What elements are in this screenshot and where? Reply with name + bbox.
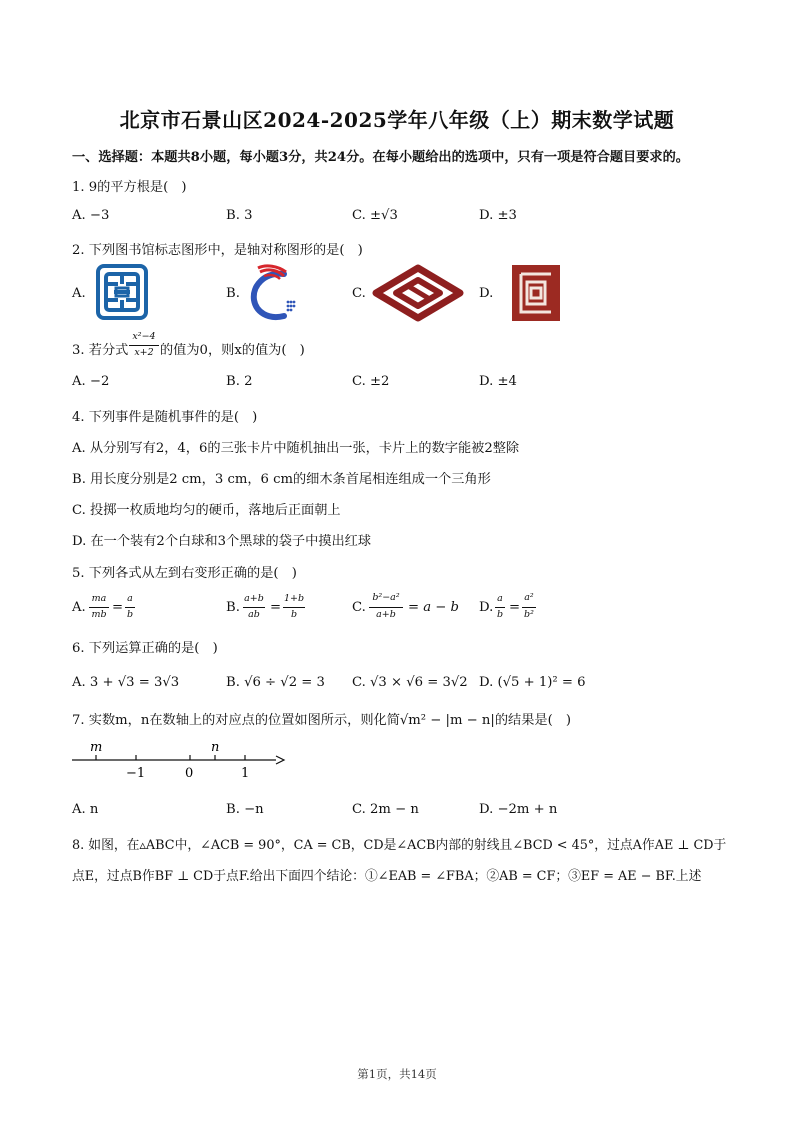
q5-b-den1: ab	[248, 609, 260, 620]
library-logo-d-icon	[511, 264, 561, 322]
label-m: m	[90, 740, 103, 755]
q3-fraction-numerator: x²−4	[132, 331, 156, 342]
q5-d-num1: a	[497, 593, 503, 604]
q1-option-d: D. ±3	[479, 208, 517, 223]
number-line-arrow	[276, 756, 284, 764]
label-1: 1	[241, 766, 250, 781]
q6-option-b: B. √6 ÷ √2 = 3	[226, 675, 325, 690]
library-logo-b-icon	[244, 262, 300, 324]
q3-option-b: B. 2	[226, 374, 253, 389]
question-2-stem: 2. 下列图书馆标志图形中，是轴对称图形的是( )	[72, 243, 363, 258]
library-logo-c-icon	[372, 264, 464, 322]
q7-option-a: A. n	[72, 802, 99, 817]
page-footer: 第1页，共14页	[357, 1067, 437, 1081]
q7-option-c: C. 2m − n	[352, 802, 419, 817]
q5-a-den1: mb	[91, 609, 107, 620]
q5-option-a-label: A.	[72, 600, 86, 615]
question-5-stem: 5. 下列各式从左到右变形正确的是( )	[72, 566, 297, 581]
q3-fraction-denominator: x+2	[134, 347, 154, 358]
q5-a-bar1	[89, 607, 109, 608]
library-logo-a-icon	[96, 264, 148, 320]
q3-fraction-bar	[129, 345, 159, 346]
q6-option-c: C. √3 × √6 = 3√2	[352, 675, 468, 690]
q5-a-den2: b	[126, 609, 134, 620]
q6-option-a: A. 3 + √3 = 3√3	[72, 675, 180, 690]
q5-b-num2: 1+b	[283, 593, 305, 604]
q5-a-equals: =	[112, 600, 124, 615]
section-heading: 一、选择题：本题共8小题，每小题3分，共24分。在每小题给出的选项中，只有一项是符合题目要求的。	[72, 150, 689, 165]
q5-c-den1: a+b	[376, 609, 396, 620]
question-6-stem: 6. 下列运算正确的是( )	[72, 641, 218, 656]
q5-a-num1: ma	[91, 593, 107, 604]
question-7-stem: 7. 实数m，n在数轴上的对应点的位置如图所示，则化简√m² − |m − n|的结果是( )	[72, 713, 572, 728]
q5-b-den2: b	[290, 609, 298, 620]
q5-d-den1: b	[496, 609, 504, 620]
q2-option-c: C.	[352, 286, 366, 301]
q5-b-num1: a+b	[244, 593, 264, 604]
q2-option-d: D.	[479, 286, 494, 301]
label-0: 0	[185, 766, 194, 781]
question-3-stem-prefix: 3. 若分式	[72, 343, 129, 358]
q7-option-d: D. −2m + n	[479, 802, 558, 817]
q5-c-rhs: = a − b	[408, 600, 459, 615]
question-8-line-2: 点E，过点B作BF ⊥ CD于点F.给出下面四个结论：①∠EAB = ∠FBA；②AB = CF；③EF = AE − BF.上述	[72, 869, 702, 884]
q5-b-bar1	[243, 607, 265, 608]
q5-b-equals: =	[270, 600, 282, 615]
page-title: 北京市石景山区2024-2025学年八年级（上）期末数学试题	[119, 108, 675, 132]
q4-option-c: C. 投掷一枚质地均匀的硬币，落地后正面朝上	[72, 503, 341, 518]
q5-a-num2: a	[127, 593, 133, 604]
question-4-stem: 4. 下列事件是随机事件的是( )	[72, 410, 258, 425]
q5-a-bar2	[125, 607, 135, 608]
q5-d-bar2	[522, 607, 536, 608]
q4-option-b: B. 用长度分别是2 cm，3 cm，6 cm的细木条首尾相连组成一个三角形	[72, 472, 491, 487]
q7-option-b: B. −n	[226, 802, 264, 817]
q3-option-d: D. ±4	[479, 374, 517, 389]
question-3-stem-suffix: 的值为0，则x的值为( )	[160, 343, 305, 358]
q1-option-b: B. 3	[226, 208, 253, 223]
q5-d-den2: b²	[524, 609, 534, 620]
q5-b-bar2	[283, 607, 305, 608]
q5-c-num1: b²−a²	[372, 592, 400, 603]
q5-option-d-label: D.	[479, 600, 494, 615]
q2-option-b: B.	[226, 286, 240, 301]
q1-option-a: A. −3	[72, 208, 110, 223]
q4-option-d: D. 在一个装有2个白球和3个黑球的袋子中摸出红球	[72, 534, 372, 549]
q6-option-d: D. (√5 + 1)² = 6	[479, 675, 586, 690]
question-1-stem: 1. 9的平方根是( )	[72, 180, 187, 195]
label-n: n	[211, 740, 220, 755]
q4-option-a: A. 从分别写有2，4，6的三张卡片中随机抽出一张，卡片上的数字能被2整除	[72, 441, 520, 456]
question-8-line-1: 8. 如图，在▵ABC中，∠ACB = 90°，CA = CB，CD是∠ACB内部的射线且∠BCD < 45°，过点A作AE ⊥ CD于	[72, 838, 727, 853]
q5-option-c-label: C.	[352, 600, 366, 615]
label-neg1: −1	[126, 766, 146, 781]
q5-d-bar1	[495, 607, 505, 608]
q5-d-num2: a²	[524, 592, 534, 603]
q5-d-equals: =	[509, 600, 521, 615]
q5-option-b-label: B.	[226, 600, 240, 615]
q5-c-bar1	[369, 607, 403, 608]
q3-option-a: A. −2	[72, 374, 110, 389]
q2-option-a: A.	[72, 286, 86, 301]
q1-option-c: C. ±√3	[352, 208, 398, 223]
number-line-figure	[70, 738, 290, 782]
q3-option-c: C. ±2	[352, 374, 390, 389]
